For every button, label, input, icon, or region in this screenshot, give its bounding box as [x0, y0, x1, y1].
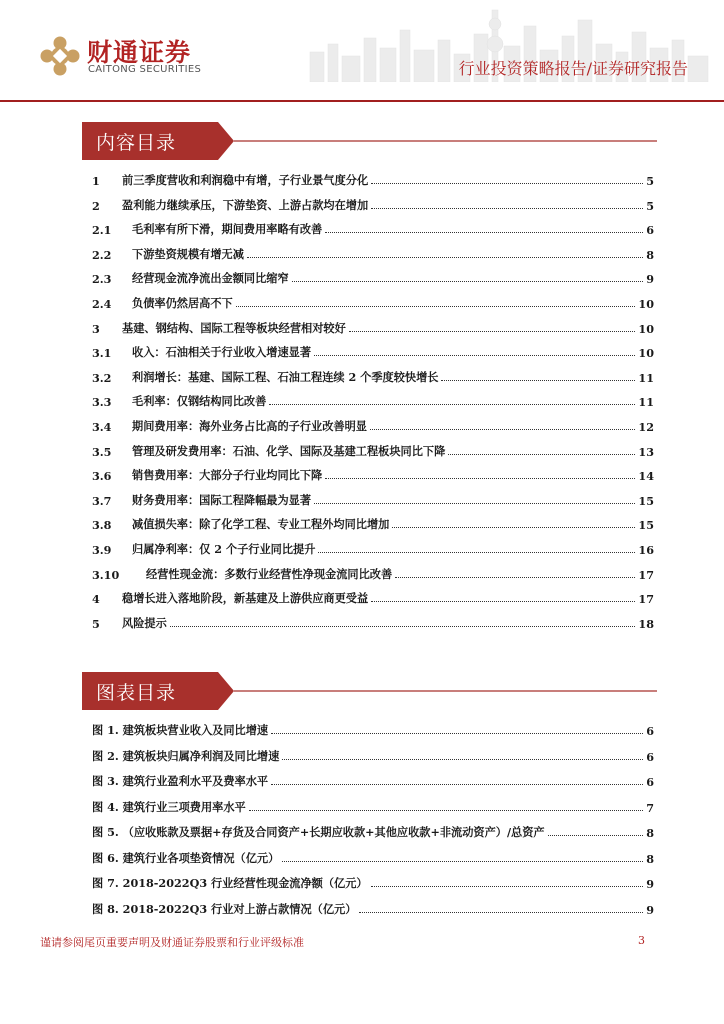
toc-entry-number: 2: [92, 198, 100, 213]
dot-leader: [325, 478, 635, 479]
toc-entry-title: 图 8. 2018-2022Q3 行业对上游占款情况（亿元）: [92, 901, 357, 916]
toc-entry-page: 9: [646, 877, 654, 891]
toc-entry-title: 下游垫资规模有增无减: [132, 246, 244, 261]
dot-leader: [370, 429, 635, 430]
toc-entry-page: 17: [638, 567, 654, 582]
toc-row[interactable]: [92, 795, 654, 815]
dot-leader: [395, 577, 635, 578]
toc-entry-page: 6: [646, 223, 654, 238]
toc-row[interactable]: [92, 266, 654, 286]
dot-leader: [247, 257, 643, 258]
toc-entry-page: 9: [646, 272, 654, 287]
toc-entry-page: 11: [638, 395, 654, 410]
toc-entry-page: 14: [638, 469, 654, 484]
toc-entry-title: 利润增长：基建、国际工程、石油工程连续 2 个季度较快增长: [132, 369, 439, 384]
toc-entry-page: 8: [646, 851, 654, 866]
dot-leader: [359, 912, 643, 913]
toc-entry-number: 3.4: [92, 420, 112, 434]
toc-row[interactable]: [92, 414, 654, 434]
toc-entry-title: 图 2. 建筑板块归属净利润及同比增速: [92, 748, 280, 763]
toc-entry-title: 图 7. 2018-2022Q3 行业经营性现金流净额（亿元）: [92, 876, 368, 890]
toc-row[interactable]: [92, 718, 654, 738]
dot-leader: [282, 759, 643, 760]
toc-entry-title: 基建、钢结构、国际工程等板块经营相对较好: [122, 320, 346, 335]
dot-leader: [314, 355, 635, 356]
toc-entry-page: 12: [638, 420, 654, 434]
figures-title: 图表目录: [96, 682, 177, 704]
brand-name-cn: 财通证券: [87, 38, 192, 67]
toc-row[interactable]: [92, 463, 654, 483]
toc-entry-page: 8: [646, 826, 654, 840]
table-of-contents: [92, 168, 654, 638]
dot-leader: [314, 503, 635, 504]
toc-entry-title: 期间费用率：海外业务占比高的子行业改善明显: [132, 419, 367, 433]
toc-entry-title: 财务费用率：国际工程降幅最为显著: [132, 492, 312, 507]
toc-entry-title: 前三季度营收和利润稳中有增，子行业景气度分化: [122, 173, 369, 187]
toc-entry-page: 16: [638, 543, 654, 557]
toc-entry-page: 6: [646, 749, 654, 764]
dot-leader: [349, 331, 636, 332]
toc-row[interactable]: [92, 611, 654, 631]
toc-row[interactable]: [92, 168, 654, 188]
header-divider: [0, 100, 724, 102]
toc-entry-title: 销售费用率：大部分子行业均同比下降: [132, 468, 323, 483]
toc-row[interactable]: [92, 365, 654, 385]
toc-entry-page: 18: [638, 616, 654, 631]
dot-leader: [448, 454, 635, 455]
figures-section-header: [82, 672, 657, 710]
toc-entry-title: 经营现金流净流出金额同比缩窄: [132, 271, 289, 286]
toc-row[interactable]: [92, 316, 654, 336]
list-of-figures: [92, 718, 654, 918]
toc-row[interactable]: [92, 193, 654, 213]
toc-entry-title: 风险提示: [122, 615, 167, 630]
toc-entry-number: 3.8: [92, 518, 112, 533]
disclaimer-note: 谨请参阅尾页重要声明及财通证券股票和行业评级标准: [40, 936, 304, 949]
dot-leader: [170, 626, 636, 627]
report-type-label: 行业投资策略报告/证券研究报告: [458, 59, 688, 78]
toc-entry-page: 15: [638, 518, 654, 533]
toc-entry-number: 3.1: [92, 346, 112, 361]
toc-entry-number: 3.2: [92, 370, 112, 385]
page-number: 3: [638, 934, 645, 947]
toc-entry-title: 毛利率：仅钢结构同比改善: [132, 394, 267, 409]
brand-name-en: CAITONG SECURITIES: [88, 64, 202, 75]
toc-entry-number: 3: [92, 321, 100, 336]
toc-entry-number: 3.6: [92, 469, 112, 484]
toc-entry-page: 10: [638, 346, 654, 361]
toc-row[interactable]: [92, 340, 654, 360]
toc-entry-page: 7: [646, 800, 654, 815]
toc-row[interactable]: [92, 537, 654, 557]
toc-entry-title: 图 1. 建筑板块营业收入及同比增速: [92, 723, 269, 737]
toc-entry-number: 1: [92, 174, 100, 188]
caitong-logo-icon: [40, 36, 80, 76]
toc-entry-page: 5: [646, 198, 654, 213]
toc-entry-page: 15: [638, 493, 654, 508]
dot-leader: [282, 861, 643, 862]
toc-row[interactable]: [92, 769, 654, 789]
toc-row[interactable]: [92, 744, 654, 764]
toc-entry-number: 3.9: [92, 543, 112, 557]
dot-leader: [318, 552, 635, 553]
toc-entry-number: 2.1: [92, 223, 112, 238]
dot-leader: [249, 810, 643, 811]
toc-row[interactable]: [92, 439, 654, 459]
toc-row[interactable]: [92, 897, 654, 917]
dot-leader: [325, 232, 643, 233]
contents-title: 内容目录: [96, 132, 177, 154]
toc-entry-page: 6: [646, 775, 654, 789]
dot-leader: [371, 601, 635, 602]
contents-section-header: [82, 122, 657, 160]
toc-entry-number: 2.3: [92, 272, 112, 287]
toc-entry-page: 5: [646, 174, 654, 188]
toc-row[interactable]: [92, 846, 654, 866]
toc-entry-number: 3.3: [92, 395, 112, 410]
toc-entry-page: 8: [646, 247, 654, 262]
toc-entry-page: 10: [638, 297, 654, 311]
toc-row[interactable]: [92, 512, 654, 532]
dot-leader: [236, 306, 636, 307]
toc-entry-title: 图 4. 建筑行业三项费用率水平: [92, 799, 246, 814]
toc-entry-title: 图 5. （应收账款及票据+存货及合同资产+长期应收款+其他应收款+非流动资产）/总资产: [92, 825, 545, 839]
dot-leader: [548, 835, 644, 836]
toc-entry-number: 2.4: [92, 297, 112, 311]
toc-entry-number: 3.10: [92, 567, 120, 582]
toc-entry-title: 减值损失率：除了化学工程、专业工程外均同比增加: [132, 517, 390, 532]
toc-entry-number: 3.5: [92, 444, 112, 459]
toc-entry-title: 经营性现金流：多数行业经营性净现金流同比改善: [146, 566, 393, 581]
toc-entry-page: 9: [646, 902, 654, 917]
toc-entry-title: 管理及研发费用率：石油、化学、国际及基建工程板块同比下降: [132, 443, 446, 458]
toc-entry-number: 5: [92, 616, 100, 631]
toc-row[interactable]: [92, 562, 654, 582]
toc-row[interactable]: [92, 242, 654, 262]
dot-leader: [269, 404, 635, 405]
dot-leader: [371, 183, 643, 184]
dot-leader: [371, 886, 644, 887]
toc-row[interactable]: [92, 820, 654, 840]
toc-entry-page: 10: [638, 321, 654, 336]
page-header: [0, 0, 724, 104]
dot-leader: [271, 733, 643, 734]
dot-leader: [392, 527, 635, 528]
toc-entry-title: 稳增长进入落地阶段，新基建及上游供应商更受益: [122, 591, 369, 606]
dot-leader: [271, 784, 643, 785]
toc-entry-title: 图 6. 建筑行业各项垫资情况（亿元）: [92, 850, 280, 865]
toc-entry-page: 13: [638, 444, 654, 459]
toc-row[interactable]: [92, 586, 654, 606]
toc-entry-page: 11: [638, 370, 654, 385]
toc-row[interactable]: [92, 217, 654, 237]
toc-entry-number: 3.7: [92, 493, 112, 508]
toc-row[interactable]: [92, 291, 654, 311]
toc-entry-title: 收入：石油相关于行业收入增速显著: [132, 345, 312, 360]
toc-entry-number: 2.2: [92, 247, 112, 262]
dot-leader: [292, 281, 644, 282]
toc-entry-title: 负债率仍然居高不下: [132, 296, 233, 310]
toc-entry-title: 毛利率有所下滑，期间费用率略有改善: [132, 222, 323, 237]
toc-entry-page: 17: [638, 592, 654, 607]
dot-leader: [441, 380, 635, 381]
toc-entry-title: 盈利能力继续承压，下游垫资、上游占款均在增加: [122, 197, 369, 212]
toc-entry-title: 归属净利率：仅 2 个子行业同比提升: [132, 542, 316, 556]
toc-row[interactable]: [92, 488, 654, 508]
dot-leader: [371, 208, 643, 209]
toc-row[interactable]: [92, 389, 654, 409]
toc-entry-number: 4: [92, 592, 100, 607]
toc-entry-page: 6: [646, 724, 654, 738]
toc-entry-title: 图 3. 建筑行业盈利水平及费率水平: [92, 774, 269, 788]
toc-row[interactable]: [92, 871, 654, 891]
